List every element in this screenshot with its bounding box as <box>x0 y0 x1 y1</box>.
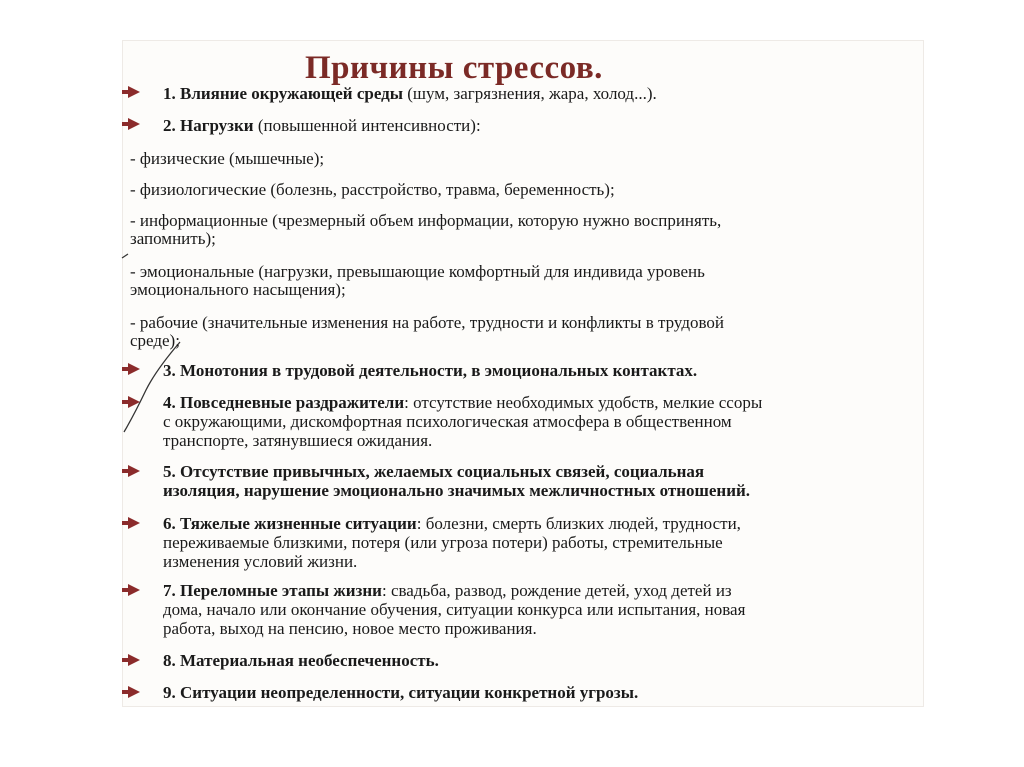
list-subitem-cont: эмоционального насыщения); <box>130 280 346 299</box>
list-item-cont: изменения условий жизни. <box>163 552 358 571</box>
bullet-arrow-icon <box>128 654 140 666</box>
bullet-arrow-icon <box>128 517 140 529</box>
list-subitem: - физические (мышечные); <box>130 149 325 168</box>
list-subitem-cont: среде); <box>130 331 180 350</box>
list-item: 5. Отсутствие привычных, желаемых социальных связей, социальная <box>163 462 705 481</box>
bullet-arrow-icon <box>128 686 140 698</box>
list-item: 9. Ситуации неопределенности, ситуации конкретной угрозы. <box>163 683 639 702</box>
list-item-cont: переживаемые близкими, потеря (или угроза потери) работы, стремительные <box>163 533 723 552</box>
list-item-cont: дома, начало или окончание обучения, ситуации конкурса или испытания, новая <box>163 600 746 619</box>
bullet-arrow-icon <box>128 363 140 375</box>
list-item: 4. Повседневные раздражители: отсутствие необходимых удобств, мелкие ссоры <box>163 393 763 412</box>
list-item: 8. Материальная необеспеченность. <box>163 651 439 670</box>
list-item: 2. Нагрузки (повышенной интенсивности): <box>163 116 481 135</box>
bullet-arrow-icon <box>128 396 140 408</box>
list-item: 1. Влияние окружающей среды (шум, загрязнения, жара, холод...). <box>163 84 657 103</box>
list-subitem: - физиологические (болезнь, расстройство, травма, беременность); <box>130 180 615 199</box>
list-subitem: - информационные (чрезмерный объем информации, которую нужно воспринять, <box>130 211 722 230</box>
list-subitem-cont: запомнить); <box>130 229 216 248</box>
list-item-cont: изоляция, нарушение эмоционально значимых межличностных отношений. <box>163 481 751 500</box>
list-item: 6. Тяжелые жизненные ситуации: болезни, смерть близких людей, трудности, <box>163 514 741 533</box>
list-item: 7. Переломные этапы жизни: свадьба, развод, рождение детей, уход детей из <box>163 581 732 600</box>
bullet-arrow-icon <box>128 465 140 477</box>
list-item-cont: работа, выход на пенсию, новое место проживания. <box>163 619 537 638</box>
list-item-cont: с окружающими, дискомфортная психологическая атмосфера в общественном <box>163 412 732 431</box>
list-item: 3. Монотония в трудовой деятельности, в эмоциональных контактах. <box>163 361 698 380</box>
page-title: Причины стрессов. <box>305 50 603 86</box>
bullet-arrow-icon <box>128 118 140 130</box>
list-subitem: - эмоциональные (нагрузки, превышающие комфортный для индивида уровень <box>130 262 705 281</box>
list-subitem: - рабочие (значительные изменения на работе, трудности и конфликты в трудовой <box>130 313 725 332</box>
bullet-arrow-icon <box>128 86 140 98</box>
bullet-arrow-icon <box>128 584 140 596</box>
list-item-cont: транспорте, затянувшиеся ожидания. <box>163 431 433 450</box>
